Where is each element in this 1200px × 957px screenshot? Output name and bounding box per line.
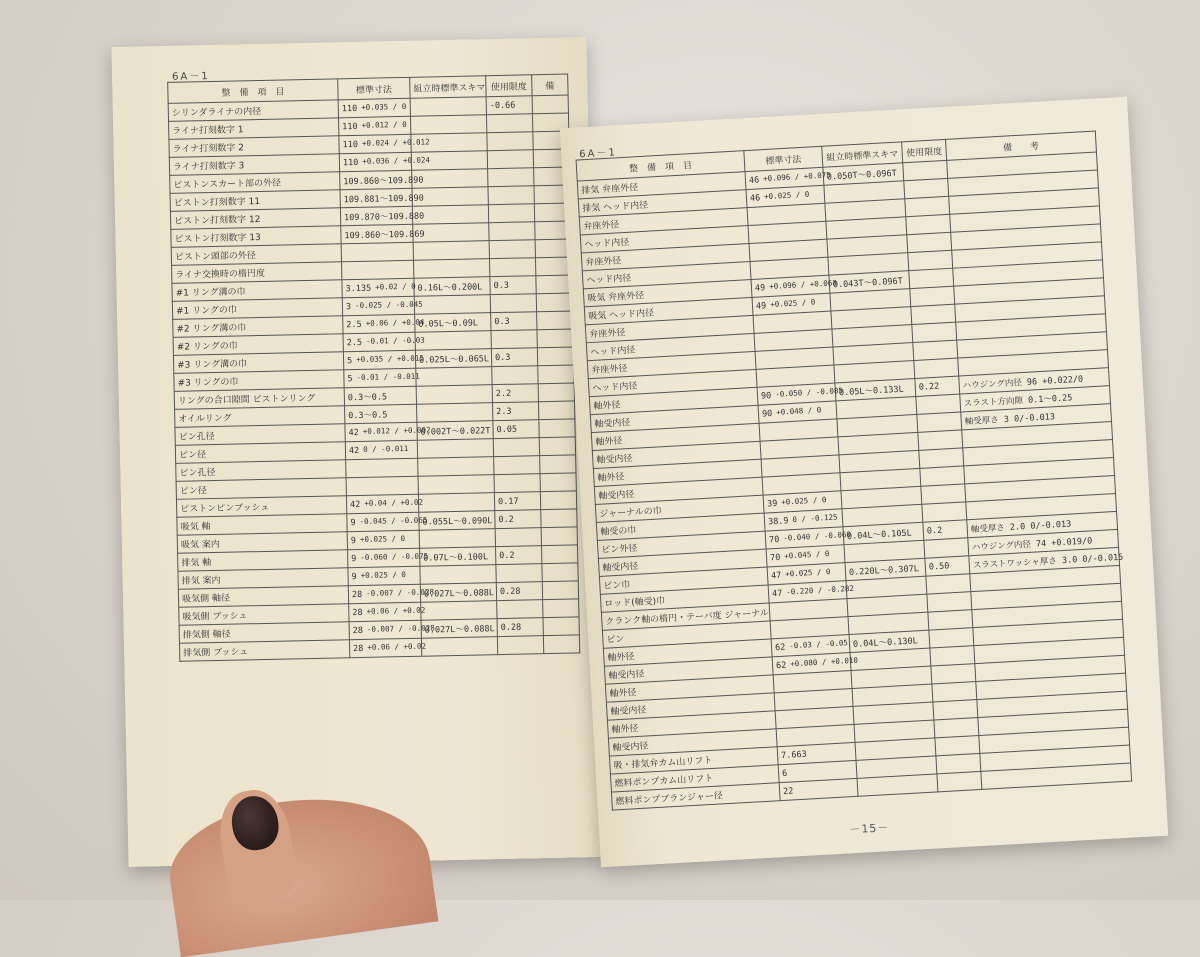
standard-size-cell xyxy=(343,350,425,370)
clearance-cell: 0.025L～0.065L xyxy=(415,349,491,369)
item-cell: 排気 弁座外径 xyxy=(577,172,746,199)
item-cell: ライナ打刻数字 1 xyxy=(169,118,339,140)
standard-value: 49 xyxy=(755,300,767,312)
tolerance: -0.01 / -0.03 xyxy=(365,335,425,346)
standard-size-cell xyxy=(338,116,410,136)
tolerance: 0 / -0.011 xyxy=(363,443,409,454)
right-page xyxy=(560,97,1168,868)
standard-size-cell xyxy=(349,620,435,640)
clearance-cell xyxy=(420,565,496,585)
remark-cell xyxy=(536,275,572,294)
standard-value: 42 xyxy=(349,499,361,510)
standard-size-cell xyxy=(348,548,429,568)
standard-value: 28 xyxy=(351,589,363,600)
standard-value: 47 xyxy=(770,570,782,581)
remark-cell xyxy=(536,293,572,312)
standard-value: 28 xyxy=(352,625,364,636)
limit-cell: 0.3 xyxy=(490,276,536,295)
column-header: 備 xyxy=(532,74,568,96)
item-cell: 軸受内径 xyxy=(604,657,773,684)
item-cell: 軸外径 xyxy=(589,387,758,414)
standard-size-cell xyxy=(339,152,431,172)
limit-cell: 0.3 xyxy=(491,312,537,331)
tolerance: -0.025 / -0.045 xyxy=(354,299,423,311)
item-cell: 軸受内径 xyxy=(594,477,763,504)
tolerance: +0.025 / 0 xyxy=(785,567,831,579)
item-cell: ヘッド内径 xyxy=(588,369,757,396)
remark-cell xyxy=(539,419,575,438)
clearance-cell xyxy=(418,457,494,477)
tolerance: +0.045 / 0 xyxy=(784,549,830,561)
tolerance: -0.007 / -0.028 xyxy=(366,587,435,598)
item-cell: 弁座外径 xyxy=(581,244,750,271)
item-cell: 吸気側 軸径 xyxy=(178,586,348,608)
standard-value: 42 xyxy=(348,427,359,438)
standard-value: 90 xyxy=(761,408,773,420)
clearance-cell xyxy=(419,529,495,549)
item-cell: クランク軸の楕円・テーパ度 ジャーナル xyxy=(601,603,770,630)
tolerance: +0.025 / 0 xyxy=(780,495,827,507)
clearance-cell: 0.05L～0.09L xyxy=(415,313,491,333)
limit-cell xyxy=(488,204,534,223)
limit-cell xyxy=(486,114,532,133)
clearance-cell: 0.16L～0.200L xyxy=(414,277,490,297)
standard-value: 3.135 xyxy=(345,283,372,294)
item-cell: リングの合口隙間 ピストンリング xyxy=(174,388,344,410)
limit-cell xyxy=(489,222,535,241)
clearance-cell xyxy=(410,115,486,135)
item-cell: ピストン打刻数字 12 xyxy=(170,208,340,230)
tolerance: +0.06 / +0.04 xyxy=(365,317,425,328)
clearance-cell xyxy=(417,439,493,459)
standard-value: 62 xyxy=(774,642,786,653)
item-cell: ライナ打刻数字 3 xyxy=(169,154,339,176)
item-cell: 吸気 軸 xyxy=(177,514,347,536)
standard-size-cell xyxy=(340,188,424,208)
remark-cell xyxy=(537,347,573,366)
item-cell: 吸・排気弁カム山リフト xyxy=(609,747,778,774)
tolerance: +0.080 / +0.010 xyxy=(790,655,859,669)
tolerance: +0.025 / 0 xyxy=(763,189,810,202)
standard-value: 0.3～0.5 xyxy=(347,391,388,403)
standard-value: 28 xyxy=(353,643,364,654)
sheet-code: 6A－1 xyxy=(578,147,618,161)
tolerance: +0.025 / 0 xyxy=(360,570,406,580)
item-cell: #2 リング溝の巾 xyxy=(173,316,343,338)
standard-size-cell xyxy=(341,242,413,262)
tolerance: +0.025 / 0 xyxy=(769,297,816,309)
sheet-code: 6A－1 xyxy=(171,71,210,83)
standard-size-cell xyxy=(348,584,435,604)
note-cell: スラスト方向隙 0.1～0.25 xyxy=(960,386,1111,412)
item-cell: 軸外径 xyxy=(591,423,760,450)
remark-cell xyxy=(540,491,576,510)
item-cell: ピン孔径 xyxy=(175,424,345,446)
clearance-cell xyxy=(416,385,492,405)
item-cell: ピン径 xyxy=(176,478,346,500)
tolerance: +0.096 / +0.075 xyxy=(762,170,832,184)
tolerance: +0.035 / +0.015 xyxy=(356,353,425,365)
limit-cell xyxy=(492,366,538,385)
standard-value: 39 xyxy=(766,498,778,509)
limit-cell: -0.66 xyxy=(486,96,532,115)
standard-value: 70 xyxy=(768,534,780,545)
item-cell: 軸外径 xyxy=(593,459,762,486)
standard-value: 3 xyxy=(345,301,352,312)
clearance-cell xyxy=(410,97,486,117)
standard-value: 46 xyxy=(749,192,761,204)
item-cell: ヘッド内径 xyxy=(580,226,749,253)
tolerance: -0.03 / -0.05 xyxy=(789,638,849,651)
standard-value: 5 xyxy=(347,373,353,384)
item-cell: ロッド(軸受)巾 xyxy=(600,585,769,612)
limit-cell xyxy=(488,186,534,205)
tolerance: -0.045 / -0.065 xyxy=(359,515,428,526)
standard-value: 110 xyxy=(342,157,359,168)
item-cell: オイルリング xyxy=(175,406,345,428)
limit-cell xyxy=(496,564,542,583)
item-cell: #1 リング溝の巾 xyxy=(172,280,342,302)
limit-cell xyxy=(487,132,533,151)
tolerance: +0.06 / +0.02 xyxy=(367,641,427,652)
standard-value: 22 xyxy=(782,785,794,797)
item-cell: 排気側 軸径 xyxy=(179,622,349,644)
clearance-cell: 0.050T～0.096T xyxy=(823,163,904,185)
tolerance: +0.035 / 0 xyxy=(361,101,407,112)
item-cell: 軸受内径 xyxy=(592,441,761,468)
spec-table-left xyxy=(167,74,580,662)
item-cell: 軸外径 xyxy=(605,675,774,702)
column-header: 組立時標準スキマ xyxy=(410,76,486,99)
column-header: 使用限度 xyxy=(486,75,532,97)
standard-value: 9 xyxy=(351,571,357,582)
note-cell: スラストワッシャ厚さ 3.0 0/-0.015 xyxy=(969,547,1120,573)
item-cell: ピストンピンブッシュ xyxy=(176,496,346,518)
standard-value: 109.881～109.890 xyxy=(343,193,424,205)
item-cell: ヘッド内径 xyxy=(586,333,755,360)
item-cell: ピン外径 xyxy=(597,531,766,558)
limit-cell: 0.3 xyxy=(491,348,537,367)
limit-cell: 0.17 xyxy=(494,492,540,511)
standard-value: 46 xyxy=(748,174,760,186)
limit-cell: 0.2 xyxy=(495,510,541,529)
remark-cell xyxy=(539,437,575,456)
item-cell: 軸受内径 xyxy=(598,549,767,576)
standard-size-cell xyxy=(349,638,427,658)
clearance-cell: 0.027L～0.088L xyxy=(421,619,497,639)
clearance-cell xyxy=(415,331,491,351)
limit-cell xyxy=(491,330,537,349)
item-cell: 弁座外径 xyxy=(579,208,748,235)
standard-value: 109.860～109.890 xyxy=(343,175,424,187)
standard-value: 110 xyxy=(342,121,358,132)
clearance-cell: 0.220L～0.307L xyxy=(845,558,926,580)
standard-size-cell xyxy=(346,458,418,478)
tolerance: +0.012 / +0.002 xyxy=(362,425,431,436)
limit-cell xyxy=(489,240,535,259)
standard-size-cell xyxy=(340,206,425,226)
clearance-cell: 0.027L～0.088L xyxy=(420,583,496,603)
remark-cell xyxy=(540,455,576,474)
limit-cell: 2.2 xyxy=(492,384,538,403)
tolerance: +0.048 / 0 xyxy=(775,405,822,417)
remark-cell xyxy=(542,581,578,600)
column-header: 備 考 xyxy=(946,131,1097,160)
standard-size-cell xyxy=(343,314,425,334)
column-header: 整 備 項 目 xyxy=(576,151,745,181)
tolerance: -0.01 / -0.011 xyxy=(356,371,420,383)
clearance-cell xyxy=(421,637,497,657)
clearance-cell: 0.05L～0.133L xyxy=(835,379,916,401)
item-cell: #2 リングの巾 xyxy=(173,334,343,356)
standard-value: 6 xyxy=(781,768,788,779)
limit-cell xyxy=(493,438,539,457)
item-cell: 軸外径 xyxy=(607,711,776,738)
item-cell: 弁座外径 xyxy=(587,351,756,378)
remark-cell xyxy=(543,617,579,636)
clearance-cell xyxy=(857,774,938,796)
clearance-cell: 0.04L～0.130L xyxy=(849,630,930,652)
spec-table-right xyxy=(576,131,1133,811)
item-cell: 排気側 ブッシュ xyxy=(179,640,349,662)
tolerance: -0.220 / -0.282 xyxy=(786,583,855,597)
limit-cell: 0.2 xyxy=(496,546,542,565)
standard-size-cell xyxy=(346,494,424,514)
standard-value: 9 xyxy=(350,517,356,528)
item-cell: ピストン打刻数字 11 xyxy=(170,190,340,212)
limit-cell xyxy=(494,456,540,475)
limit-cell xyxy=(937,771,982,791)
tolerance: +0.036 / +0.024 xyxy=(362,155,431,166)
standard-value: 5 xyxy=(346,355,353,366)
standard-value: 110 xyxy=(342,139,359,150)
clearance-cell xyxy=(418,475,494,495)
standard-size-cell xyxy=(342,278,414,298)
item-cell: ヘッド内径 xyxy=(582,262,751,289)
item-cell: ピン径 xyxy=(175,442,345,464)
standard-value: 9 xyxy=(350,535,357,546)
column-header: 組立時標準スキマ xyxy=(822,142,903,167)
standard-size-cell xyxy=(347,512,428,532)
column-header: 標準寸法 xyxy=(744,146,823,171)
clearance-cell: 0.04L～0.105L xyxy=(843,522,924,544)
standard-size-cell xyxy=(345,422,431,442)
tolerance: -0.007 / -0.028 xyxy=(366,623,435,634)
clearance-cell: 0.002T～0.022T xyxy=(417,421,493,441)
note-cell: ハウジング内径 74 +0.019/0 xyxy=(968,529,1119,555)
tolerance: -0.060 / -0.075 xyxy=(360,551,429,562)
remark-cell xyxy=(537,311,573,330)
limit-cell: 0.28 xyxy=(497,618,543,637)
clearance-cell xyxy=(421,601,497,621)
standard-size-cell xyxy=(345,404,417,424)
item-cell: ピン巾 xyxy=(599,567,768,594)
item-cell: 燃料ポンプブランジャー径 xyxy=(611,783,780,810)
tolerance: +0.012 / 0 xyxy=(361,119,407,130)
item-cell: 排気 ヘッド内径 xyxy=(578,190,747,217)
limit-cell: 0.2 xyxy=(923,520,968,540)
remark-cell xyxy=(542,563,578,582)
page-number: －15－ xyxy=(849,821,890,837)
item-cell: #1 リングの巾 xyxy=(172,298,342,320)
limit-cell: 2.3 xyxy=(492,402,538,421)
item-cell: 弁座外径 xyxy=(585,315,754,342)
clearance-cell: 0.043T～0.096T xyxy=(829,271,910,293)
item-cell: 吸気 弁座外径 xyxy=(583,279,752,306)
item-cell: 軸受内径 xyxy=(608,729,777,756)
tolerance: +0.025 / 0 xyxy=(359,534,406,544)
limit-cell xyxy=(489,258,535,277)
item-cell: ジャーナルの巾 xyxy=(595,495,764,522)
left-page xyxy=(111,37,603,867)
item-cell: 軸外径 xyxy=(603,639,772,666)
standard-value: 28 xyxy=(352,607,363,618)
remark-cell xyxy=(538,401,574,420)
standard-size-cell xyxy=(344,386,416,406)
remark-cell xyxy=(540,473,576,492)
tolerance: +0.02 / 0 xyxy=(375,281,416,292)
item-cell: #3 リングの巾 xyxy=(174,370,344,392)
standard-size-cell xyxy=(342,260,414,280)
standard-size-cell xyxy=(779,778,858,800)
clearance-cell xyxy=(418,493,494,513)
standard-value: 9 xyxy=(351,553,357,564)
limit-cell xyxy=(488,168,534,187)
remark-cell xyxy=(538,383,574,402)
clearance-cell xyxy=(413,259,489,279)
item-cell: ピストンスカート部の外径 xyxy=(170,172,340,194)
item-cell: 排気 案内 xyxy=(178,568,348,590)
item-cell: シリンダライナの内径 xyxy=(168,100,338,122)
item-cell: ピストン頭部の外径 xyxy=(171,244,341,266)
standard-size-cell xyxy=(349,602,426,622)
limit-cell xyxy=(495,528,541,547)
remark-cell xyxy=(543,599,579,618)
limit-cell xyxy=(490,294,536,313)
column-header: 標準寸法 xyxy=(338,77,410,100)
note-cell: 軸受厚さ 2.0 0/-0.013 xyxy=(967,511,1118,537)
standard-size-cell xyxy=(343,332,425,352)
item-cell: 吸気側 ブッシュ xyxy=(179,604,349,626)
standard-size-cell xyxy=(347,530,419,550)
clearance-cell xyxy=(417,403,493,423)
standard-value: 2.5 xyxy=(346,337,363,348)
standard-size-cell xyxy=(345,440,417,460)
clearance-cell xyxy=(414,295,490,315)
item-cell: 軸受の巾 xyxy=(596,513,765,540)
note-cell: 軸受厚さ 3 0/-0.013 xyxy=(961,404,1112,430)
standard-size-cell xyxy=(348,566,420,586)
standard-value: 109.860～109.869 xyxy=(344,229,425,241)
remark-cell xyxy=(538,365,574,384)
item-cell: 軸受内径 xyxy=(606,693,775,720)
limit-cell: 0.22 xyxy=(915,376,960,396)
standard-value: 90 xyxy=(760,390,772,402)
tolerance: +0.04 / +0.02 xyxy=(364,497,424,508)
remark-cell xyxy=(541,527,577,546)
tolerance: -0.040 / -0.060 xyxy=(783,529,852,543)
limit-cell: 0.28 xyxy=(496,582,542,601)
clearance-cell xyxy=(416,367,492,387)
column-header: 使用限度 xyxy=(902,139,947,162)
item-cell: ピストン打刻数字 13 xyxy=(171,226,341,248)
standard-size-cell xyxy=(344,368,420,388)
item-cell: ピン xyxy=(602,621,771,648)
item-cell: 燃料ポンプカム山リフト xyxy=(610,765,779,792)
item-cell: 軸受内径 xyxy=(590,405,759,432)
column-header: 整 備 項 目 xyxy=(168,79,338,104)
standard-size-cell xyxy=(342,296,423,316)
standard-value: 2.5 xyxy=(346,319,362,330)
standard-value: 47 xyxy=(771,588,783,599)
clearance-cell xyxy=(413,241,489,261)
standard-size-cell xyxy=(338,98,410,118)
standard-size-cell xyxy=(339,134,430,154)
clearance-cell: 0.07L～0.100L xyxy=(420,547,496,567)
limit-cell xyxy=(497,636,543,655)
remark-cell xyxy=(537,329,573,348)
limit-cell xyxy=(497,600,543,619)
tolerance: 0 / -0.125 xyxy=(792,512,838,525)
limit-cell: 0.50 xyxy=(925,556,970,576)
tolerance: -0.050 / -0.085 xyxy=(774,386,844,399)
limit-cell xyxy=(494,474,540,493)
clearance-cell: 0.055L～0.090L xyxy=(419,511,495,531)
item-cell: ピン孔径 xyxy=(176,460,346,482)
tolerance: +0.096 / +0.068 xyxy=(768,278,838,291)
standard-value: 38.9 xyxy=(767,515,789,527)
standard-value: 42 xyxy=(348,445,360,456)
standard-value: 0.3～0.5 xyxy=(348,409,388,421)
remark-cell xyxy=(543,635,579,654)
standard-size-cell xyxy=(341,224,425,244)
limit-cell xyxy=(487,150,533,169)
item-cell: 排気 軸 xyxy=(178,550,348,572)
remark-cell xyxy=(542,545,578,564)
remark-cell xyxy=(541,509,577,528)
item-cell: 吸気 案内 xyxy=(177,532,347,554)
tolerance: +0.06 / +0.02 xyxy=(366,605,426,616)
item-cell: #3 リング溝の巾 xyxy=(173,352,343,374)
standard-size-cell xyxy=(340,170,424,190)
standard-value: 70 xyxy=(769,552,781,563)
tolerance: +0.024 / +0.012 xyxy=(361,137,430,148)
standard-value: 49 xyxy=(754,282,766,294)
item-cell: ライナ打刻数字 2 xyxy=(169,136,339,158)
standard-value: 109.870～109.880 xyxy=(343,211,425,223)
item-cell: 吸気 ヘッド内径 xyxy=(584,297,753,324)
standard-value: 7.663 xyxy=(780,749,807,761)
limit-cell: 0.05 xyxy=(493,420,539,439)
standard-value: 110 xyxy=(341,103,358,114)
standard-value: 62 xyxy=(775,660,787,671)
item-cell: ライナ交換時の楕円度 xyxy=(172,262,342,284)
remark-cell xyxy=(532,95,568,114)
note-cell: ハウジング内径 96 +0.022/0 xyxy=(959,368,1110,394)
standard-size-cell xyxy=(346,476,418,496)
